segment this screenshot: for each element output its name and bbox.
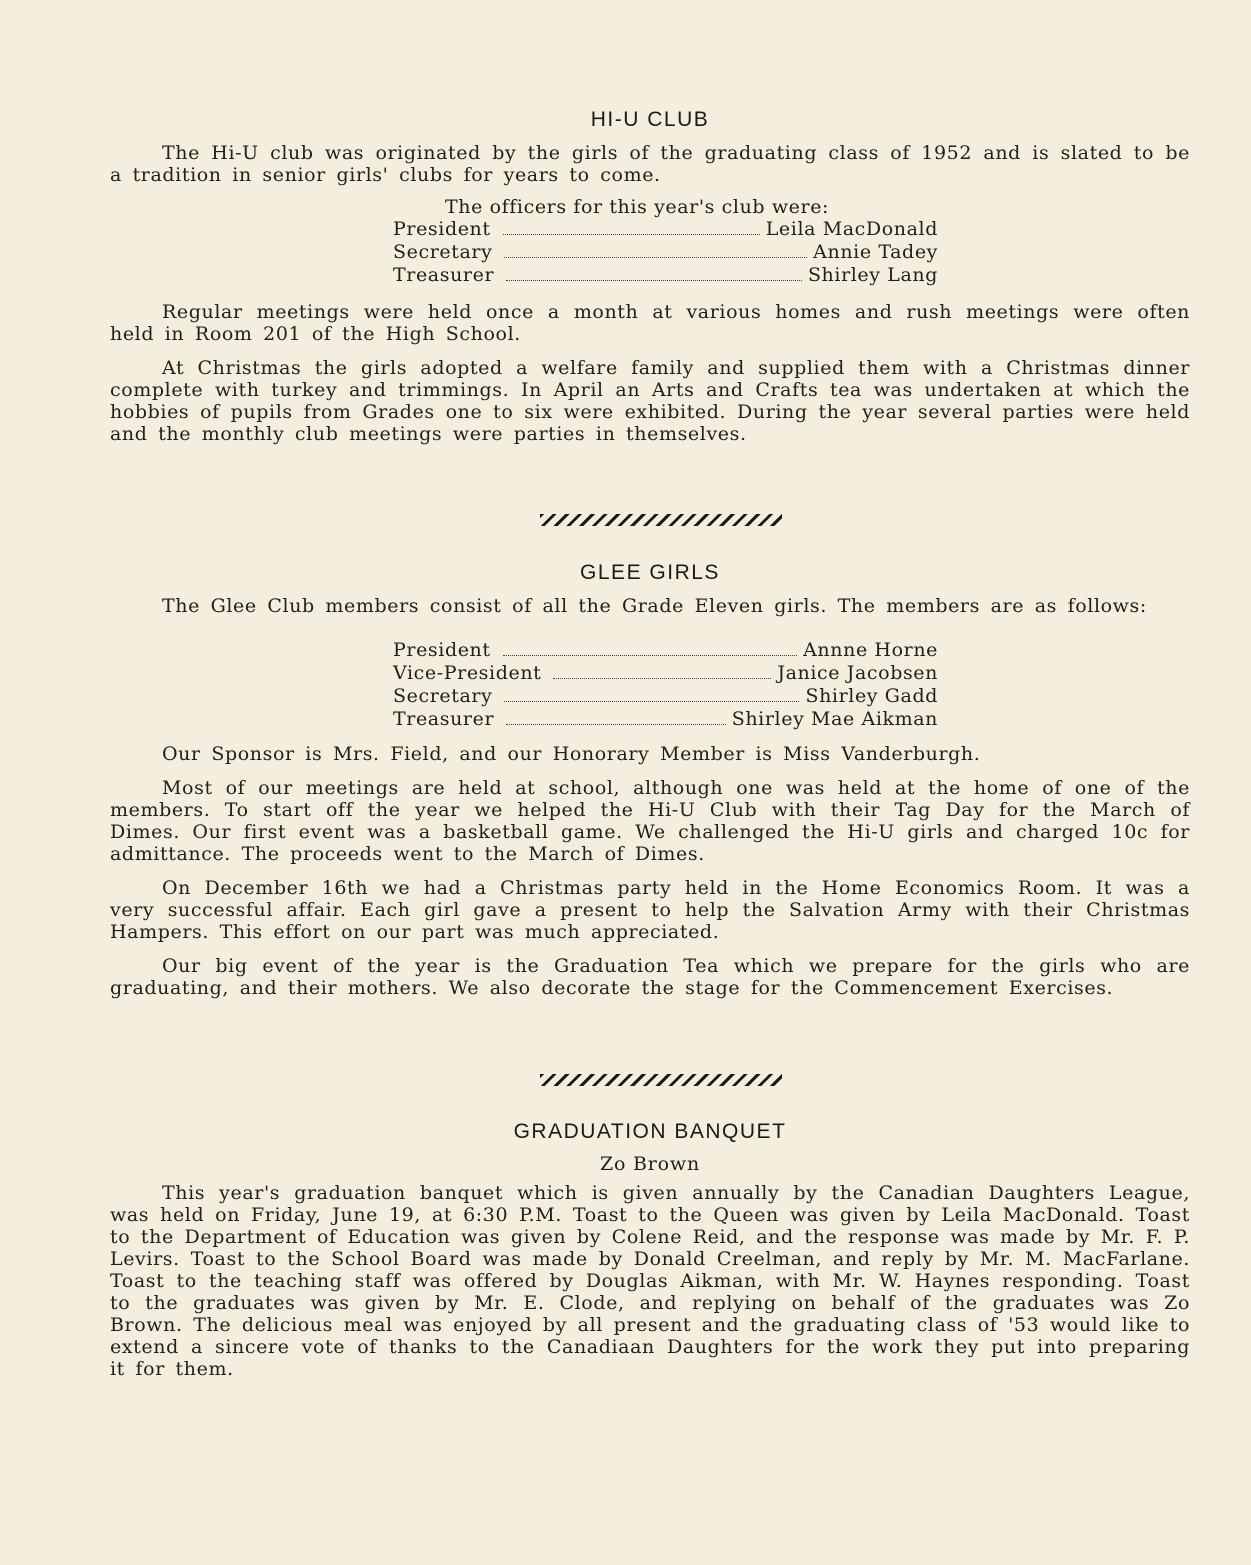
officer-role: Secretary [393,685,493,707]
hiu-activities-paragraph: At Christmas the girls adopted a welfare family and supplied them with a Christmas dinner complete with turkey and trimmings. In April an Arts and Crafts tea was undertaken at which the hobbies of pupils from Grades one to six were exhibited. During the year several parties were held and the monthly club meetings were parties in themselves. [110,357,1190,445]
officer-row [393,708,938,731]
glee-sponsor-paragraph: Our Sponsor is Mrs. Field, and our Honorary Member is Miss Vanderburgh. [162,743,981,765]
officer-role: Vice-President [393,662,542,684]
officer-row [393,662,938,685]
officer-row [393,639,938,662]
glee-girls-section [110,561,1190,999]
officer-role: Secretary [393,241,493,263]
officer-row [393,241,938,264]
officer-name: Annne Horne [803,639,938,661]
banquet-author: Zo Brown [599,1153,701,1175]
dotted-leader [504,257,807,258]
officer-name: Annie Tadey [813,241,938,263]
graduation-banquet-section [110,1120,1190,1380]
officer-name: Janice Jacobsen [777,662,938,684]
glee-christmas-paragraph: On December 16th we had a Christmas party held in the Home Economics Room. It was a very successful affair. Each girl gave a present to help the Salvation Army with their Christmas Hampers. This effort on our part was much appreciated. [110,877,1190,943]
ornamental-divider [540,514,782,526]
officer-role: President [393,218,491,240]
officer-name: Shirley Mae Aikman [731,708,938,730]
officer-row [393,685,938,708]
dotted-leader [506,280,802,281]
officer-role: Treasurer [393,264,495,286]
hiu-meetings-paragraph: Regular meetings were held once a month at various homes and rush meetings were often held in Room 201 of the High School. [110,301,1190,345]
officer-row [393,264,938,287]
glee-officers-list [393,639,938,731]
ornamental-divider [540,1074,782,1086]
hiu-intro-paragraph: The Hi-U club was originated by the girls of the graduating class of 1952 and is slated to be a tradition in senior girls' clubs for years to come. [110,142,1190,186]
officer-role: Treasurer [393,708,495,730]
hiu-officers-list [393,196,938,287]
dotted-leader [504,701,799,702]
officer-name: Shirley Lang [807,264,938,286]
banquet-title: GRADUATION BANQUET [513,1120,787,1143]
officer-role: President [393,639,491,661]
glee-meetings-paragraph: Most of our meetings are held at school, although one was held at the home of one of the members. To start off the year we helped the Hi-U Club with their Tag Day for the March of Dimes. Our first event was a basketball game. We challenged the Hi-U girls and charged 10c for admittance. The proceeds went to the March of Dimes. [110,777,1190,865]
hiu-club-title: HI-U CLUB [590,108,710,131]
glee-intro-paragraph: The Glee Club members consist of all the Grade Eleven girls. The members are as follows: [162,595,1147,617]
dotted-leader [553,678,771,679]
glee-girls-title: GLEE GIRLS [580,561,720,584]
officer-row [393,218,938,241]
banquet-body-paragraph: This year's graduation banquet which is given annually by the Canadian Daughters League, was held on Friday, June 19, at 6:30 P.M. Toast to the Queen was given by Leila MacDonald. Toast to the Department of Education was given by Colene Reid, and the response was made by Mr. F. P. Levirs. Toast to the School Board was made by Donald Creelman, and reply by Mr. M. MacFarlane. Toast to the teaching staff was offered by Douglas Aikman, with Mr. W. Haynes responding. Toast to the graduates was given by Mr. E. Clode, and replying on behalf of the graduates was Zo Brown. The delicious meal was enjoyed by all present and the graduating class of '53 would like to extend a sincere vote of thanks to the Canadiaan Daughters for the work they put into preparing it for them. [110,1182,1190,1380]
hiu-officers-intro: The officers for this year's club were: [445,196,830,218]
hiu-club-section [110,108,1190,445]
dotted-leader [506,724,726,725]
officer-name: Shirley Gadd [805,685,938,707]
dotted-leader [503,234,760,235]
dotted-leader [503,655,797,656]
glee-graduation-tea-paragraph: Our big event of the year is the Graduation Tea which we prepare for the girls who are graduating, and their mothers. We also decorate the stage for the Commencement Exercises. [110,955,1190,999]
officer-name: Leila MacDonald [765,218,938,240]
